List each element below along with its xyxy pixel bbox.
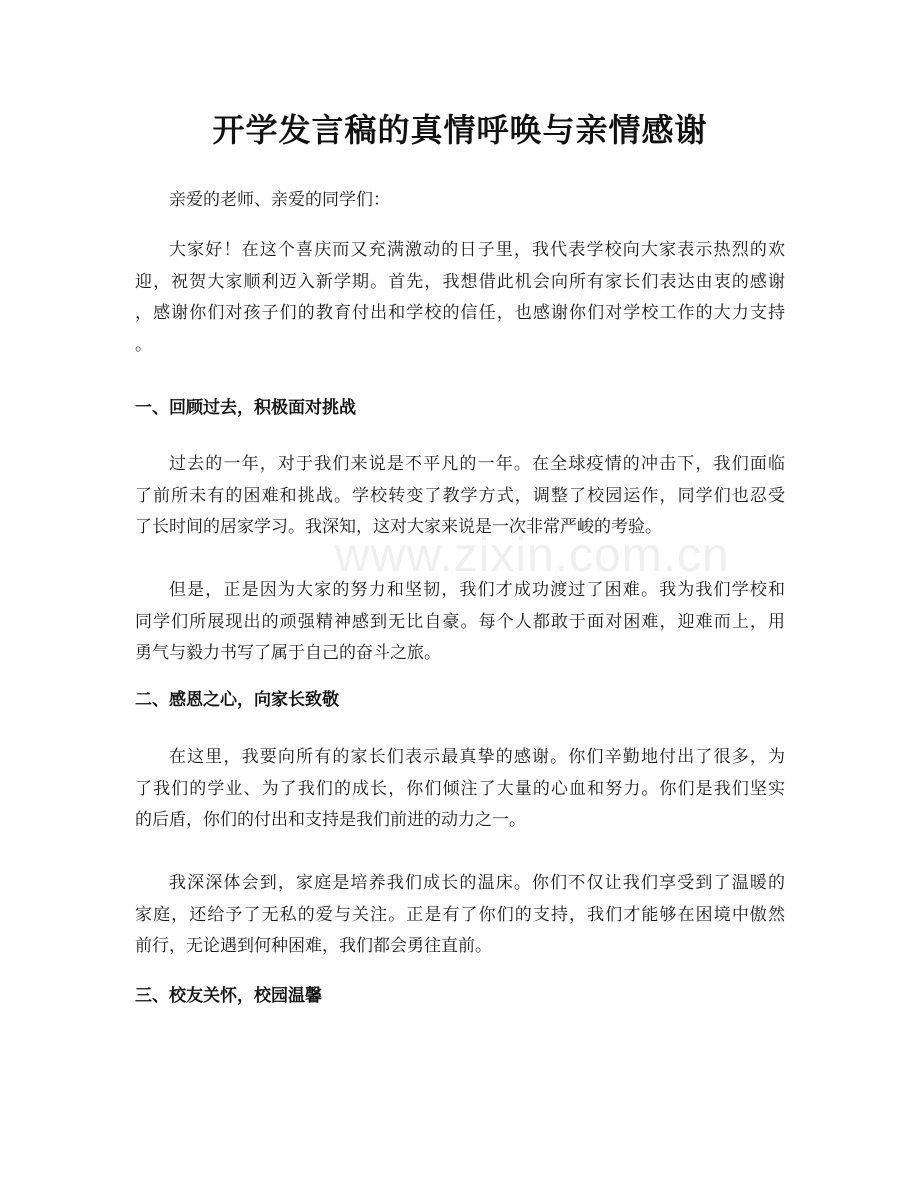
paragraph-line: ，感谢你们对孩子们的教育付出和学校的信任，也感谢你们对学校工作的大力支持: [135, 303, 785, 323]
section1-paragraph-2: [135, 575, 785, 670]
paragraph-line: 了长时间的居家学习。我深知，这对大家来说是一次非常严峻的考验。: [135, 517, 662, 537]
section1-paragraph-1: [135, 449, 785, 544]
section2-paragraph-1: [135, 742, 785, 837]
paragraph-line: 前行，无论遇到何种困难，我们都会勇往直前。: [135, 936, 492, 956]
paragraph-line: 了我们的学业、为了我们的成长，你们倾注了大量的心血和努力。你们是我们坚实: [135, 778, 785, 799]
paragraph-line: 在这里，我要向所有的家长们表示最真挚的感谢。你们辛勤地付出了很多，为: [169, 747, 785, 767]
paragraph-line: 勇气与毅力书写了属于自己的奋斗之旅。: [135, 643, 441, 663]
section-heading-3: 三、校友关怀，校园温馨: [135, 986, 322, 1006]
section-heading-2: 二、感恩之心，向家长致敬: [135, 690, 339, 710]
document-title: 开学发言稿的真情呼唤与亲情感谢: [212, 111, 708, 149]
paragraph-line: 的后盾，你们的付出和支持是我们前进的动力之一。: [135, 810, 526, 830]
paragraph-line: 过去的一年，对于我们来说是不平凡的一年。在全球疫情的冲击下，我们面临: [169, 454, 785, 474]
paragraph-line: 同学们所展现出的顽强精神感到无比自豪。每个人都敢于面对困难，迎难而上，用: [135, 611, 785, 632]
watermark: www.zixin.com.cn: [335, 529, 730, 582]
section2-paragraph-2: [135, 868, 785, 963]
paragraph-line: 了前所未有的困难和挑战。学校转变了教学方式，调整了校园运作，同学们也忍受: [135, 485, 785, 506]
greeting-paragraph: [135, 235, 785, 361]
paragraph-line: 但是，正是因为大家的努力和坚韧，我们才成功渡过了困难。我为我们学校和: [169, 580, 785, 600]
paragraph-line: 亲爱的老师、亲爱的同学们：: [169, 190, 390, 210]
section-heading-1: 一、回顾过去，积极面对挑战: [135, 398, 356, 418]
paragraph-line: 。: [135, 334, 152, 355]
paragraph-line: 我深深体会到，家庭是培养我们成长的温床。你们不仅让我们享受到了温暖的: [169, 873, 785, 893]
paragraph-line: 迎，祝贺大家顺利迈入新学期。首先，我想借此机会向所有家长们表达由衷的感谢: [135, 271, 785, 292]
paragraph-line: 大家好！在这个喜庆而又充满激动的日子里，我代表学校向大家表示热烈的欢: [169, 240, 785, 260]
salutation-paragraph: [135, 185, 785, 217]
paragraph-line: 家庭，还给予了无私的爱与关注。正是有了你们的支持，我们才能够在困境中傲然: [135, 904, 785, 925]
